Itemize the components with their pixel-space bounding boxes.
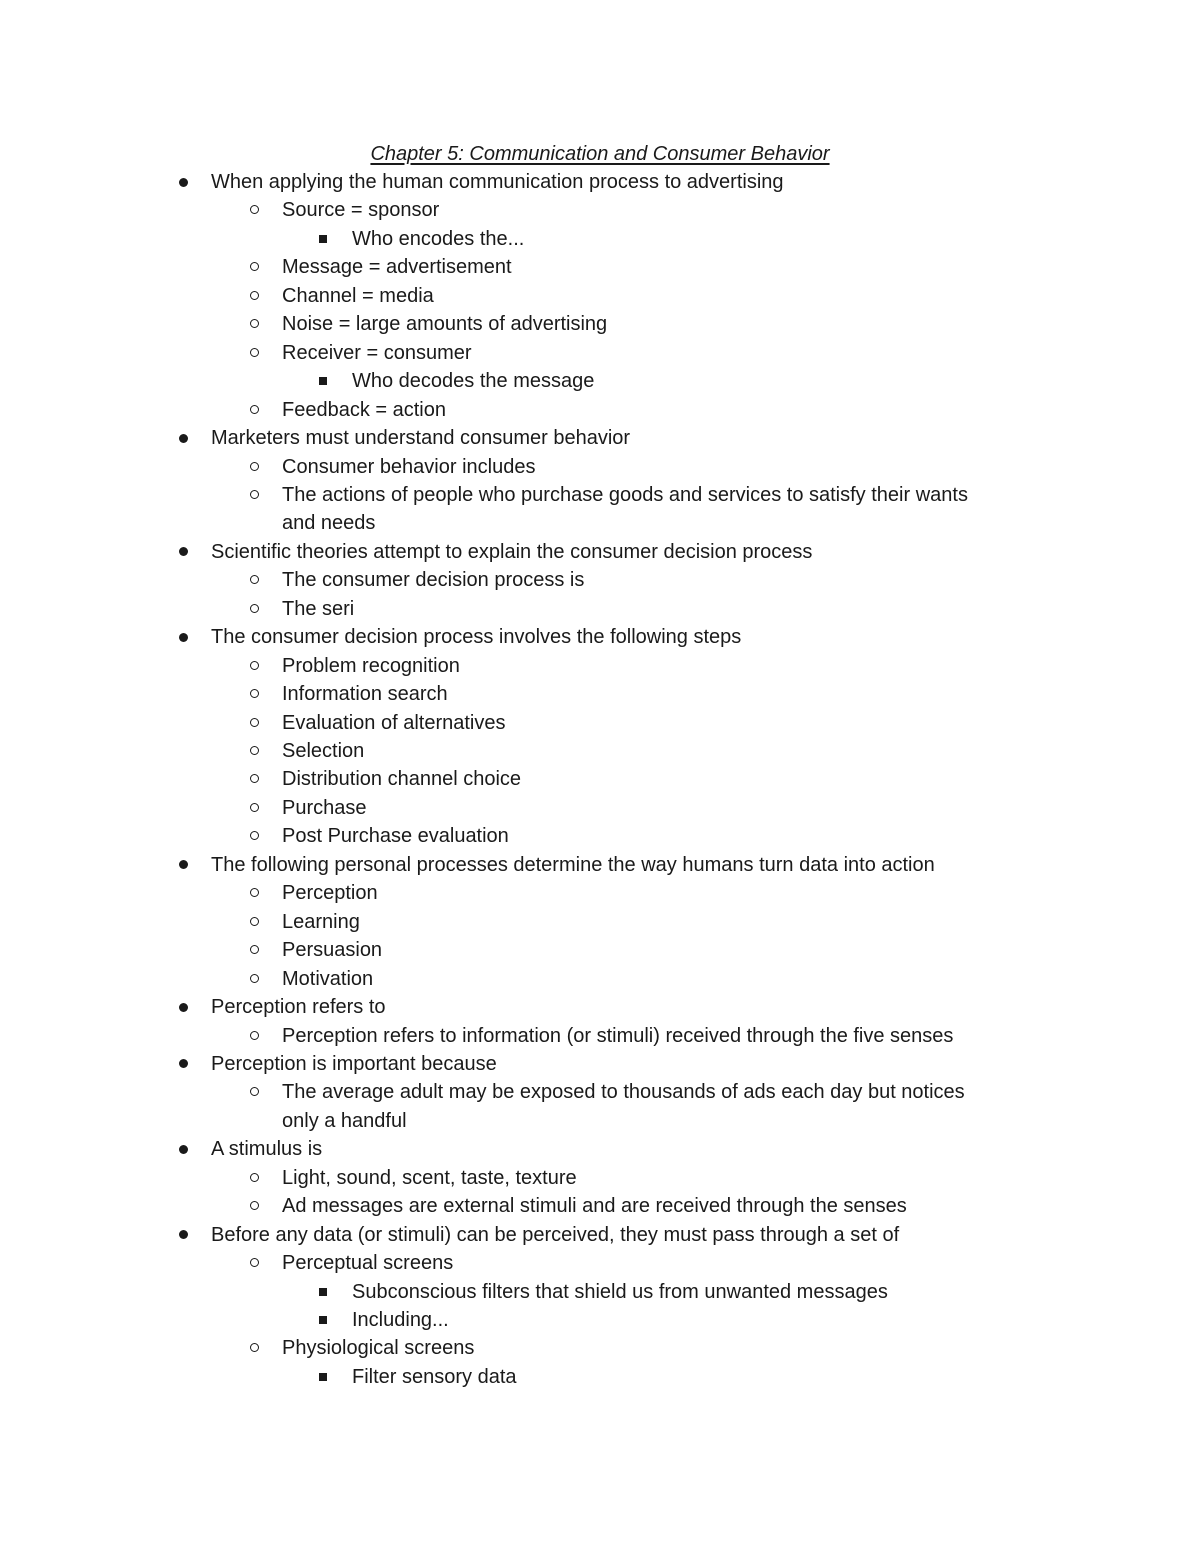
outline-item-text: A stimulus is xyxy=(211,1138,323,1161)
outline-item-text: Persuasion xyxy=(282,939,383,962)
outline-item-text: The consumer decision process involves the following steps xyxy=(211,626,742,649)
outline-item-text: Problem recognition xyxy=(282,654,460,677)
outline-item-text: Perception xyxy=(282,882,378,905)
bullet-circle-icon xyxy=(250,1343,259,1352)
bullet-circle-icon xyxy=(250,262,259,271)
outline-item-text: Purchase xyxy=(282,796,367,819)
bullet-circle-icon xyxy=(250,774,259,783)
outline-item-text: The consumer decision process is xyxy=(282,569,585,592)
outline-item-text: Marketers must understand consumer behavior xyxy=(211,427,631,450)
bullet-disc-icon xyxy=(179,1230,188,1239)
bullet-square-icon xyxy=(319,1373,327,1381)
outline-item-text: Who decodes the message xyxy=(352,370,595,393)
outline-item-text: Physiological screens xyxy=(282,1337,475,1360)
bullet-circle-icon xyxy=(250,888,259,897)
bullet-disc-icon xyxy=(179,434,188,443)
outline-item-text: Who encodes the... xyxy=(352,227,525,250)
bullet-disc-icon xyxy=(179,1145,188,1154)
bullet-disc-icon xyxy=(179,860,188,869)
bullet-circle-icon xyxy=(250,490,259,499)
bullet-circle-icon xyxy=(250,348,259,357)
outline-item-text: Source = sponsor xyxy=(282,199,440,222)
bullet-square-icon xyxy=(319,1288,327,1296)
bullet-circle-icon xyxy=(250,1031,259,1040)
outline-item-text: Including... xyxy=(352,1309,449,1331)
bullet-disc-icon xyxy=(179,1059,188,1068)
bullet-disc-icon xyxy=(179,1003,188,1012)
document-title: Chapter 5: Communication and Consumer Behavior xyxy=(370,143,830,165)
outline-item-text: Distribution channel choice xyxy=(282,768,522,791)
outline-item-text: Message = advertisement xyxy=(282,256,512,279)
outline-item-text: Perception is important because xyxy=(211,1052,497,1075)
bullet-circle-icon xyxy=(250,803,259,812)
bullet-circle-icon xyxy=(250,718,259,727)
bullet-disc-icon xyxy=(179,547,188,556)
outline-item-text: Perceptual screens xyxy=(282,1252,454,1275)
outline-item-text: Ad messages are external stimuli and are received through the senses xyxy=(282,1195,907,1218)
bullet-circle-icon xyxy=(250,462,259,471)
bullet-circle-icon xyxy=(250,319,259,328)
bullet-circle-icon xyxy=(250,405,259,414)
outline-item-text: Post Purchase evaluation xyxy=(282,825,509,848)
outline-item-text: When applying the human communication process to advertising xyxy=(211,171,784,193)
bullet-circle-icon xyxy=(250,831,259,840)
outline-item-text: Light, sound, scent, taste, texture xyxy=(282,1166,577,1189)
bullet-square-icon xyxy=(319,377,327,385)
outline-item-text: Evaluation of alternatives xyxy=(282,711,506,734)
bullet-circle-icon xyxy=(250,917,259,926)
bullet-disc-icon xyxy=(179,633,188,642)
outline-item-text: Subconscious filters that shield us from unwanted messages xyxy=(352,1280,888,1303)
bullet-circle-icon xyxy=(250,945,259,954)
bullet-circle-icon xyxy=(250,689,259,698)
bullet-square-icon xyxy=(319,235,327,243)
outline-item-text: Perception refers to xyxy=(211,996,386,1019)
outline-item-text: The actions of people who purchase goods and services to satisfy their wants xyxy=(282,483,968,506)
outline-item-text: Feedback = action xyxy=(282,398,446,421)
outline-item-text: Receiver = consumer xyxy=(282,341,472,364)
outline-item-text: Consumer behavior includes xyxy=(282,455,536,478)
outline-item-text: Information search xyxy=(282,683,448,706)
outline-item-text: The seri xyxy=(282,597,355,620)
outline-item-text: Filter sensory data xyxy=(352,1365,517,1388)
bullet-circle-icon xyxy=(250,1201,259,1210)
outline-item-text: Perception refers to information (or stimuli) received through the five senses xyxy=(282,1024,954,1047)
bullet-circle-icon xyxy=(250,604,259,613)
outline-item-text: Before any data (or stimuli) can be perceived, they must pass through a set of xyxy=(211,1223,900,1246)
bullet-circle-icon xyxy=(250,1173,259,1182)
bullet-circle-icon xyxy=(250,1258,259,1267)
bullet-circle-icon xyxy=(250,205,259,214)
outline-item-text: Motivation xyxy=(282,967,374,990)
outline-item-text: Noise = large amounts of advertising xyxy=(282,313,608,336)
outline-item-text: Selection xyxy=(282,740,365,762)
bullet-circle-icon xyxy=(250,291,259,300)
outline-item-text: The average adult may be exposed to thousands of ads each day but notices xyxy=(282,1081,965,1104)
bullet-circle-icon xyxy=(250,974,259,983)
outline-item-text: The following personal processes determine the way humans turn data into action xyxy=(211,853,935,876)
outline-item-text: Scientific theories attempt to explain the consumer decision process xyxy=(211,540,813,563)
outline-item-text: Learning xyxy=(282,910,360,933)
bullet-circle-icon xyxy=(250,746,259,755)
bullet-circle-icon xyxy=(250,661,259,670)
outline-item-text: Channel = media xyxy=(282,284,434,307)
bullet-square-icon xyxy=(319,1316,327,1324)
outline-item-text: and needs xyxy=(282,512,376,535)
bullet-circle-icon xyxy=(250,1087,259,1096)
outline-item-text: only a handful xyxy=(282,1109,407,1132)
bullet-circle-icon xyxy=(250,575,259,584)
bullet-disc-icon xyxy=(179,178,188,187)
